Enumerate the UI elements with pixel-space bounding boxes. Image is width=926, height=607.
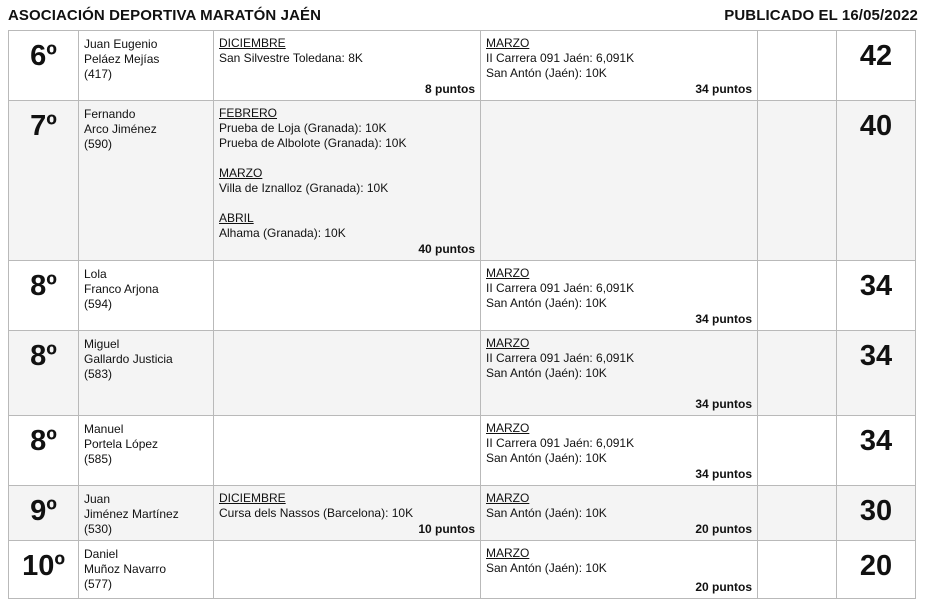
published-date: PUBLICADO EL 16/05/2022	[724, 6, 918, 24]
competition-cell	[214, 331, 481, 416]
race-entry: San Antón (Jaén): 10K	[486, 451, 607, 465]
runner-number: (530)	[84, 522, 113, 536]
points-subtotal: 20 puntos	[695, 522, 752, 536]
month-label: MARZO	[486, 421, 530, 435]
race-entry: San Antón (Jaén): 10K	[486, 561, 607, 575]
points-subtotal: 34 puntos	[695, 82, 752, 96]
page-header	[8, 5, 918, 25]
club-title: ASOCIACIÓN DEPORTIVA MARATÓN JAÉN	[8, 6, 322, 24]
table-row	[9, 31, 916, 101]
competition-cell	[481, 486, 758, 541]
runner-number: (590)	[84, 137, 113, 151]
runner-number: (583)	[84, 367, 113, 381]
runner-cell	[79, 541, 214, 599]
points-subtotal: 20 puntos	[695, 580, 752, 594]
empty-cell	[758, 486, 837, 541]
month-group	[486, 491, 752, 521]
competition-cell	[481, 101, 758, 261]
race-entry: San Silvestre Toledana: 8K	[219, 51, 363, 65]
race-entry: San Antón (Jaén): 10K	[486, 506, 607, 520]
total-points-cell: 40	[837, 101, 916, 261]
runner-name-line: Gallardo Justicia	[84, 352, 173, 366]
runner-name-line: Lola	[84, 267, 107, 281]
race-entry: II Carrera 091 Jaén: 6,091K	[486, 351, 635, 365]
competition-cell	[214, 416, 481, 486]
runner-cell	[79, 261, 214, 331]
month-group	[219, 211, 475, 241]
points-subtotal: 34 puntos	[695, 312, 752, 326]
race-entry: Prueba de Albolote (Granada): 10K	[219, 136, 407, 150]
table-row	[9, 101, 916, 261]
empty-cell	[758, 541, 837, 599]
month-label: MARZO	[486, 546, 530, 560]
table-row	[9, 261, 916, 331]
runner-name-line: Portela López	[84, 437, 159, 451]
position-cell: 6º	[9, 31, 79, 101]
position-cell: 8º	[9, 416, 79, 486]
runner-cell	[79, 486, 214, 541]
month-label: MARZO	[219, 166, 263, 180]
month-group	[486, 266, 752, 311]
race-entry: Villa de Iznalloz (Granada): 10K	[219, 181, 389, 195]
empty-cell	[758, 101, 837, 261]
month-group	[219, 106, 475, 151]
empty-cell	[758, 331, 837, 416]
table-row	[9, 416, 916, 486]
race-entry: II Carrera 091 Jaén: 6,091K	[486, 436, 635, 450]
table-row	[9, 331, 916, 416]
race-entry: II Carrera 091 Jaén: 6,091K	[486, 51, 635, 65]
runner-name-line: Franco Arjona	[84, 282, 159, 296]
total-points-cell: 20	[837, 541, 916, 599]
runner-name-line: Muñoz Navarro	[84, 562, 167, 576]
month-group	[219, 36, 475, 66]
month-group	[486, 336, 752, 381]
runner-number: (594)	[84, 297, 113, 311]
points-subtotal: 40 puntos	[418, 242, 475, 256]
month-group	[486, 36, 752, 81]
total-points-cell: 42	[837, 31, 916, 101]
race-entry: Cursa dels Nassos (Barcelona): 10K	[219, 506, 414, 520]
race-entry: San Antón (Jaén): 10K	[486, 366, 607, 380]
empty-cell	[758, 31, 837, 101]
runner-name-line: Fernando	[84, 107, 136, 121]
month-label: MARZO	[486, 491, 530, 505]
total-points-cell: 34	[837, 416, 916, 486]
month-label: DICIEMBRE	[219, 491, 286, 505]
month-label: ABRIL	[219, 211, 254, 225]
runner-name-line: Arco Jiménez	[84, 122, 157, 136]
race-entry: Prueba de Loja (Granada): 10K	[219, 121, 387, 135]
race-entry: Alhama (Granada): 10K	[219, 226, 346, 240]
month-label: MARZO	[486, 336, 530, 350]
competition-cell	[214, 261, 481, 331]
runner-name-line: Manuel	[84, 422, 124, 436]
points-subtotal: 10 puntos	[418, 522, 475, 536]
runner-name-line: Juan Eugenio	[84, 37, 158, 51]
competition-cell	[214, 31, 481, 101]
runner-number: (577)	[84, 577, 113, 591]
runner-cell	[79, 416, 214, 486]
table-row	[9, 541, 916, 599]
runner-name-line: Miguel	[84, 337, 120, 351]
race-entry: II Carrera 091 Jaén: 6,091K	[486, 281, 635, 295]
runner-name-line: Peláez Mejías	[84, 52, 160, 66]
position-cell: 8º	[9, 331, 79, 416]
month-group	[486, 546, 752, 576]
total-points-cell: 34	[837, 331, 916, 416]
empty-cell	[758, 416, 837, 486]
runner-name-line: Juan	[84, 492, 111, 506]
empty-cell	[758, 261, 837, 331]
month-group	[219, 166, 475, 196]
runner-cell	[79, 331, 214, 416]
race-entry: San Antón (Jaén): 10K	[486, 66, 607, 80]
table-row	[9, 486, 916, 541]
points-subtotal: 34 puntos	[695, 467, 752, 481]
month-group	[219, 491, 475, 521]
position-cell: 10º	[9, 541, 79, 599]
total-points-cell: 30	[837, 486, 916, 541]
competition-cell	[481, 331, 758, 416]
runner-number: (417)	[84, 67, 113, 81]
race-entry: San Antón (Jaén): 10K	[486, 296, 607, 310]
month-label: MARZO	[486, 36, 530, 50]
month-label: DICIEMBRE	[219, 36, 286, 50]
month-group	[486, 421, 752, 466]
position-cell: 9º	[9, 486, 79, 541]
runner-number: (585)	[84, 452, 113, 466]
position-cell: 7º	[9, 101, 79, 261]
standings-body	[9, 31, 916, 599]
competition-cell	[481, 261, 758, 331]
month-label: FEBRERO	[219, 106, 278, 120]
total-points-cell: 34	[837, 261, 916, 331]
runner-name-line: Daniel	[84, 547, 119, 561]
runner-cell	[79, 31, 214, 101]
competition-cell	[481, 541, 758, 599]
competition-cell	[214, 101, 481, 261]
month-label: MARZO	[486, 266, 530, 280]
competition-cell	[481, 31, 758, 101]
competition-cell	[214, 541, 481, 599]
competition-cell	[481, 416, 758, 486]
position-cell: 8º	[9, 261, 79, 331]
points-subtotal: 34 puntos	[695, 397, 752, 411]
points-subtotal: 8 puntos	[425, 82, 475, 96]
standings-table	[8, 30, 916, 599]
competition-cell	[214, 486, 481, 541]
runner-cell	[79, 101, 214, 261]
runner-name-line: Jiménez Martínez	[84, 507, 179, 521]
